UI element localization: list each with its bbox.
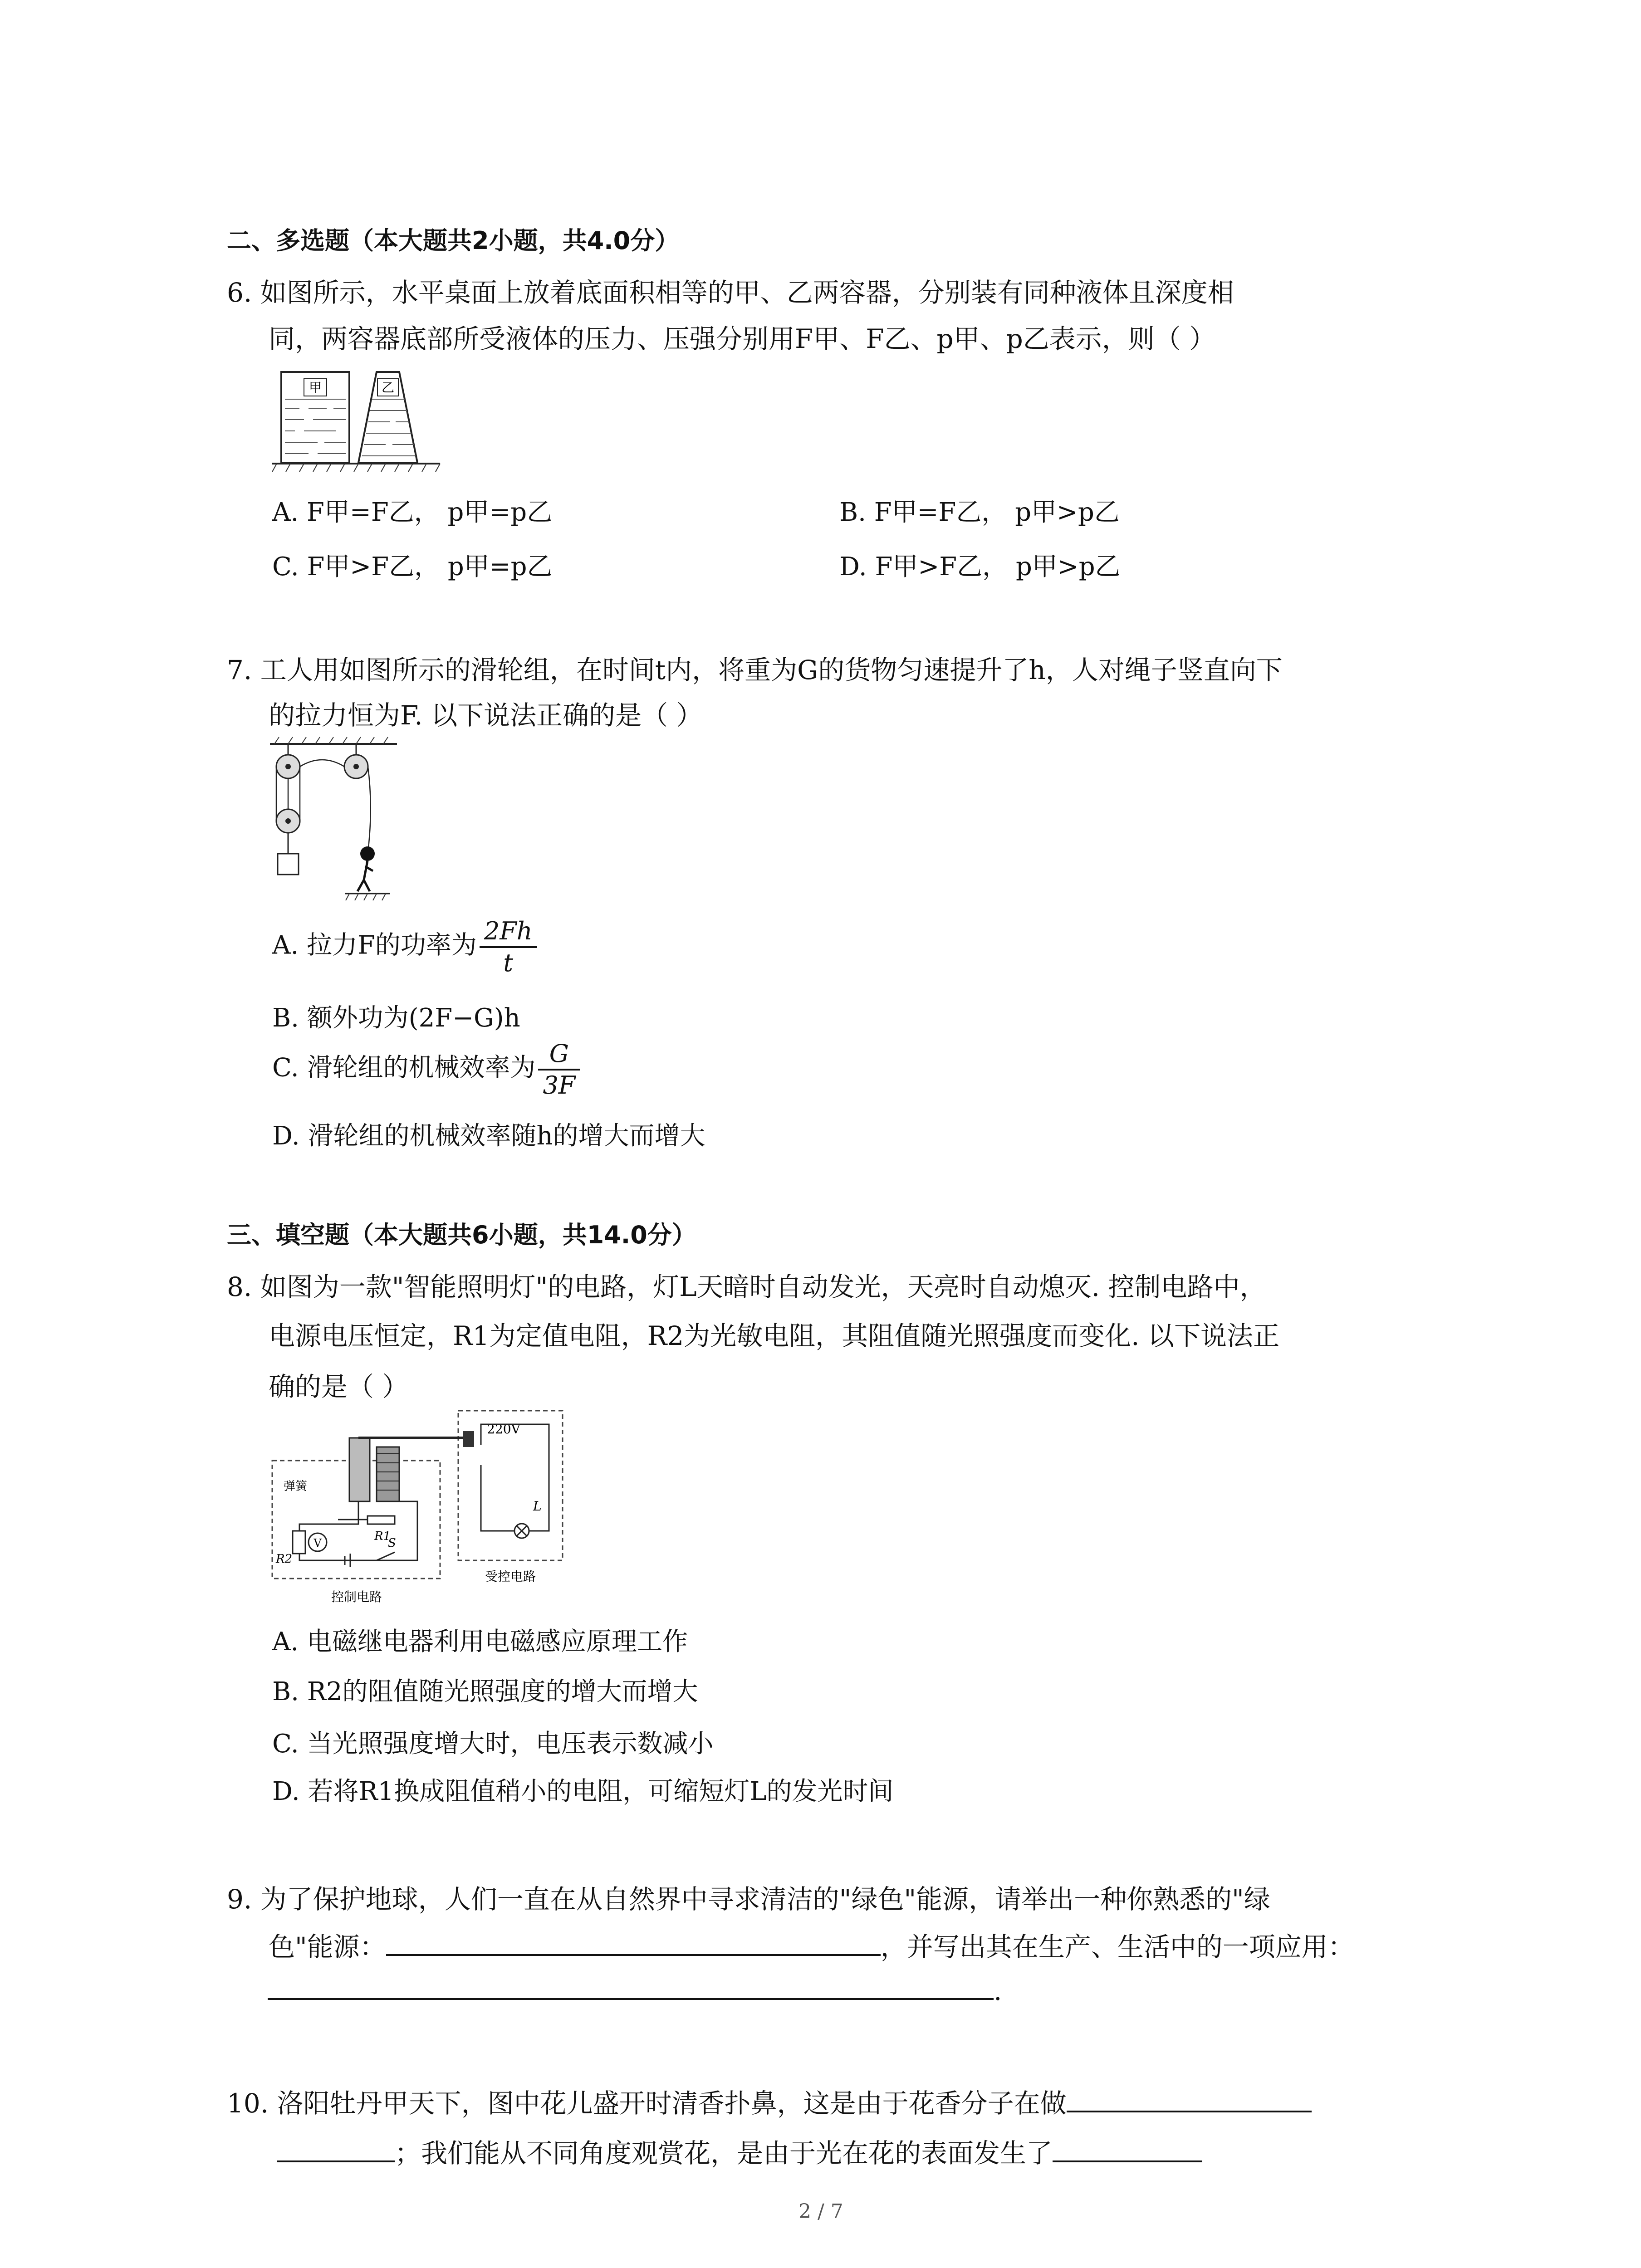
q9-answer-blank-application[interactable] [268,1975,994,2000]
q8-stem-line3: 确的是（ ） [269,1371,409,1402]
q8-circuit-figure [268,1406,567,1615]
q8-label-switch: S [388,1536,396,1550]
q8-label-control-circuit: 控制电路 [331,1589,382,1604]
q9-stem-line2 [269,1926,1354,1964]
q7-option-a-numerator: 2Fh [480,916,537,948]
q9-stem-line2-end: ，并写出其在生产、生活中的一项应用： [880,1931,1354,1962]
q9-stem-line1: 9. 为了保护地球，人们一直在从自然界中寻求清洁的"绿色"能源，请举出一种你熟悉的"绿 [227,1884,1270,1915]
q8-label-r1: R1 [374,1530,391,1543]
q7-option-c[interactable] [272,1039,580,1100]
q7-stem-line1: 7. 工人用如图所示的滑轮组，在时间t内，将重为G的货物匀速提升了h，人对绳子竖直向下 [227,655,1283,685]
section-title-multi-choice: 二、多选题（本大题共2小题，共4.0分） [227,226,680,255]
q6-option-a[interactable]: A. F甲=F乙， p甲=p乙 [272,498,553,527]
q7-option-a-fraction [480,916,537,978]
q6-option-c[interactable]: C. F甲>F乙， p甲=p乙 [272,552,553,582]
q7-option-a[interactable] [272,916,537,978]
q7-option-c-numerator: G [538,1039,580,1070]
q8-option-b[interactable]: B. R2的阻值随光照强度的增大而增大 [272,1677,698,1706]
section-title-fill-blank: 三、填空题（本大题共6小题，共14.0分） [227,1221,696,1249]
q7-option-c-denominator: 3F [543,1071,576,1100]
q7-pulley-figure [268,735,399,907]
q7-stem-line2: 的拉力恒为F. 以下说法正确的是（ ） [269,700,703,731]
q10-answer-blank-1-continued[interactable] [277,2138,395,2162]
q6-option-b[interactable]: B. F甲=F乙， p甲>p乙 [839,498,1120,527]
q6-container-figure [272,363,445,485]
page-number: 2 / 7 [798,2200,843,2223]
q7-option-a-text: A. 拉力F的功率为 [272,930,477,960]
q7-option-c-fraction [538,1039,580,1100]
q10-answer-blank-2[interactable] [1053,2138,1202,2162]
q8-label-voltmeter: V [314,1537,322,1549]
q7-option-d[interactable]: D. 滑轮组的机械效率随h的增大而增大 [272,1121,705,1151]
q6-stem-line1: 6. 如图所示，水平桌面上放着底面积相等的甲、乙两容器，分别装有同种液体且深度相 [227,277,1234,308]
q8-label-spring: 弹簧 [284,1480,308,1493]
q6-stem-line2: 同，两容器底部所受液体的压力、压强分别用F甲、F乙、p甲、p乙表示，则（ ） [269,323,1216,354]
q10-stem-line2-text: ；我们能从不同角度观赏花，是由于光在花的表面发生了 [395,2138,1053,2169]
q9-period: . [994,1975,1002,2006]
q8-option-a[interactable]: A. 电磁继电器利用电磁感应原理工作 [272,1627,688,1657]
q9-stem-line2-start: 色"能源： [269,1931,386,1962]
q8-option-c[interactable]: C. 当光照强度增大时，电压表示数减小 [272,1729,714,1759]
q7-option-b[interactable]: B. 额外功为(2F−G)h [272,1003,520,1033]
q6-label-jia: 甲 [309,380,322,395]
q8-option-d[interactable]: D. 若将R1换成阻值稍小的电阻，可缩短灯L的发光时间 [272,1777,894,1806]
q6-label-yi: 乙 [381,380,395,395]
q10-stem-line1 [227,2082,1312,2120]
q7-option-a-denominator: t [503,948,514,977]
q8-stem-line1: 8. 如图为一款"智能照明灯"的电路，灯L天暗时自动发光，天亮时自动熄灭. 控制电路中， [227,1271,1266,1302]
q9-answer-blank-energy[interactable] [386,1931,881,1956]
q8-label-220v: 220V [487,1422,520,1437]
q10-answer-blank-1[interactable] [1067,2088,1312,2112]
q8-stem-line2: 电源电压恒定，R1为定值电阻，R2为光敏电阻，其阻值随光照强度而变化. 以下说法正 [269,1320,1280,1351]
q10-stem-line1-text: 10. 洛阳牡丹甲天下，图中花儿盛开时清香扑鼻，这是由于花香分子在做 [227,2088,1067,2119]
q7-option-c-text: C. 滑轮组的机械效率为 [272,1053,536,1083]
q10-stem-line2 [277,2132,1202,2170]
q8-label-controlled-circuit: 受控电路 [485,1569,536,1584]
q8-label-lamp: L [533,1499,542,1514]
q6-option-d[interactable]: D. F甲>F乙， p甲>p乙 [839,552,1121,582]
q9-stem-line3 [268,1975,1002,2006]
q8-label-r2: R2 [276,1552,293,1566]
